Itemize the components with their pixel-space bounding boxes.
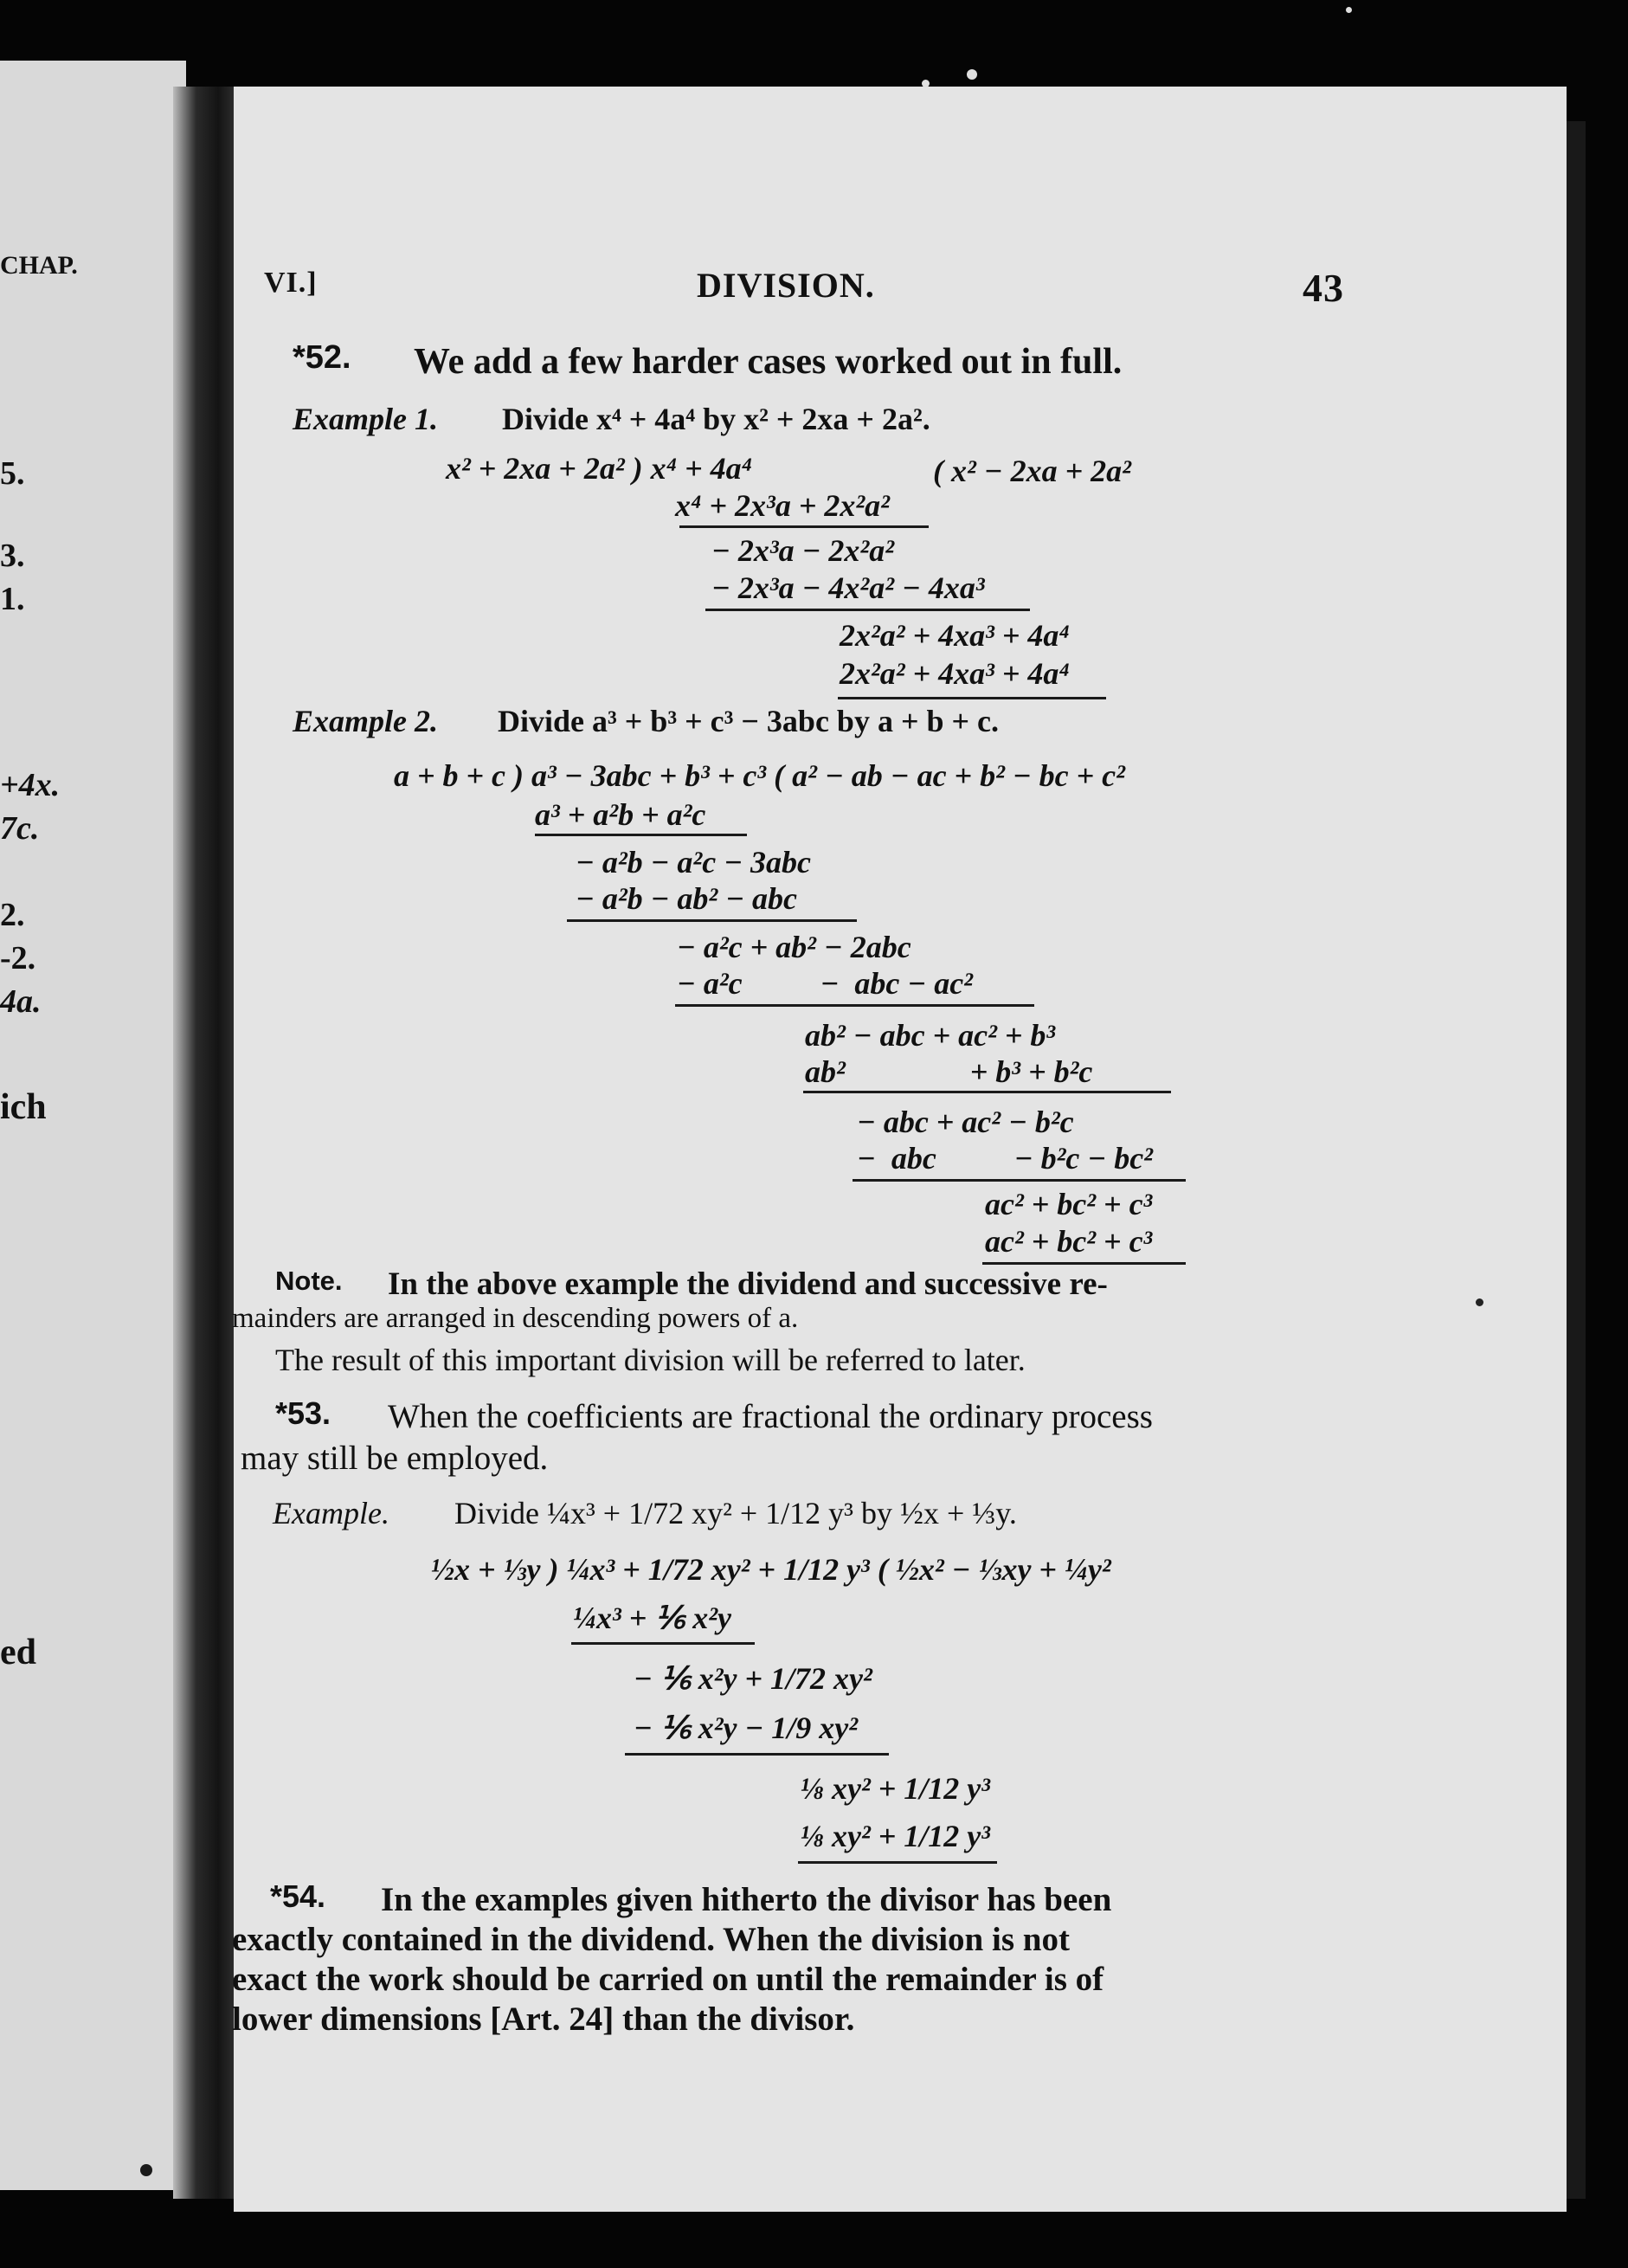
left-margin: -2. — [0, 940, 36, 976]
left-margin: 4a. — [0, 983, 42, 1020]
division-rule — [803, 1091, 1171, 1093]
note-label: Note. — [275, 1266, 343, 1296]
division-line: 2x²a² + 4xa³ + 4a⁴ — [840, 618, 1070, 653]
division-line: − a²c − abc − ac² — [677, 966, 973, 1001]
division-line: − a²b − ab² − abc — [576, 881, 798, 916]
note-line: In the above example the dividend and successive re- — [388, 1266, 1108, 1302]
speck — [1476, 1298, 1483, 1306]
left-chap: CHAP. — [0, 251, 78, 280]
speck — [967, 69, 977, 80]
division-line: − ⅙ x²y − 1/9 xy² — [634, 1711, 859, 1745]
left-margin: 2. — [0, 897, 25, 933]
article-text: We add a few harder cases worked out in full. — [414, 342, 1123, 382]
page-number: 43 — [1303, 266, 1344, 310]
left-margin: ich — [0, 1087, 47, 1127]
article-text: exact the work should be carried on until the remainder is of — [232, 1961, 1104, 1998]
division-rule — [853, 1179, 1186, 1182]
division-rule — [982, 1262, 1186, 1265]
left-margin: 3. — [0, 538, 25, 574]
division-line: 2x²a² + 4xa³ + 4a⁴ — [840, 656, 1070, 691]
article-number: *52. — [293, 339, 351, 376]
left-margin: 7c. — [0, 810, 40, 847]
division-rule — [798, 1861, 997, 1864]
division-line: a + b + c ) a³ − 3abc + b³ + c³ ( a² − ab − ac + b² − bc + c² — [394, 758, 1125, 793]
speck — [922, 80, 930, 87]
division-line: ab² − abc + ac² + b³ — [805, 1018, 1056, 1053]
section-label: VI.] — [264, 267, 318, 299]
left-margin: 5. — [0, 455, 25, 492]
division-line: ⅛ xy² + 1/12 y³ — [801, 1771, 991, 1806]
speck — [1346, 7, 1352, 13]
division-rule — [675, 1004, 1034, 1007]
quotient: ( x² − 2xa + 2a² — [933, 454, 1131, 488]
note-line: mainders are arranged in descending powers of a. — [232, 1303, 799, 1334]
division-rule — [705, 609, 1030, 611]
article-text: In the examples given hitherto the divisor has been — [381, 1881, 1112, 1918]
division-rule — [535, 834, 747, 836]
division-rule — [567, 919, 857, 922]
left-margin: 1. — [0, 581, 25, 617]
division-line: ½x + ⅓y ) ¼x³ + 1/72 xy² + 1/12 y³ ( ½x² − ⅓xy + ¼y² — [431, 1552, 1111, 1587]
article-text: may still be employed. — [241, 1440, 549, 1477]
division-line: a³ + a²b + a²c — [535, 797, 706, 832]
article-text: lower dimensions [Art. 24] than the divisor. — [232, 2001, 855, 2038]
example-statement: Divide x⁴ + 4a⁴ by x² + 2xa + 2a². — [502, 402, 930, 436]
article-number: *54. — [270, 1878, 326, 1914]
division-line: ⅛ xy² + 1/12 y³ — [801, 1819, 991, 1853]
left-margin: +4x. — [0, 767, 61, 803]
division-line: − abc − b²c − bc² — [857, 1141, 1153, 1176]
division-line: − a²c + ab² − 2abc — [677, 930, 911, 964]
division-rule — [571, 1642, 755, 1645]
division-line: ab² + b³ + b²c — [805, 1054, 1093, 1089]
division-line: ac² + bc² + c³ — [985, 1224, 1153, 1259]
example-statement: Divide a³ + b³ + c³ − 3abc by a + b + c. — [498, 704, 999, 738]
speck — [140, 2164, 152, 2176]
example-statement: Divide ¼x³ + 1/72 xy² + 1/12 y³ by ½x + ⅓y. — [454, 1496, 1017, 1530]
division-line: − a²b − a²c − 3abc — [576, 845, 811, 879]
division-line: ¼x³ + ⅙ x²y — [573, 1601, 731, 1635]
division-line: x⁴ + 2x³a + 2x²a² — [675, 488, 890, 523]
example-label: Example 2. — [293, 704, 438, 738]
division-line: − ⅙ x²y + 1/72 xy² — [634, 1661, 872, 1696]
division-rule — [679, 525, 929, 528]
article-text: exactly contained in the dividend. When the division is not — [232, 1921, 1070, 1958]
example-label: Example. — [273, 1496, 389, 1530]
division-line: − abc + ac² − b²c — [857, 1105, 1074, 1139]
running-title: DIVISION. — [697, 266, 875, 305]
division-line: − 2x³a − 2x²a² — [711, 533, 895, 568]
left-margin: ed — [0, 1633, 36, 1672]
division-rule — [838, 697, 1106, 699]
article-text: When the coefficients are fractional the ordinary process — [388, 1398, 1153, 1435]
division-line: x² + 2xa + 2a² ) x⁴ + 4a⁴ — [446, 451, 753, 486]
page-edge — [1567, 121, 1586, 2199]
division-rule — [625, 1753, 889, 1756]
example-label: Example 1. — [293, 402, 438, 436]
note-line: The result of this important division will be referred to later. — [275, 1343, 1026, 1377]
article-number: *53. — [275, 1395, 331, 1431]
division-line: − 2x³a − 4x²a² − 4xa³ — [711, 570, 985, 605]
division-line: ac² + bc² + c³ — [985, 1187, 1153, 1221]
